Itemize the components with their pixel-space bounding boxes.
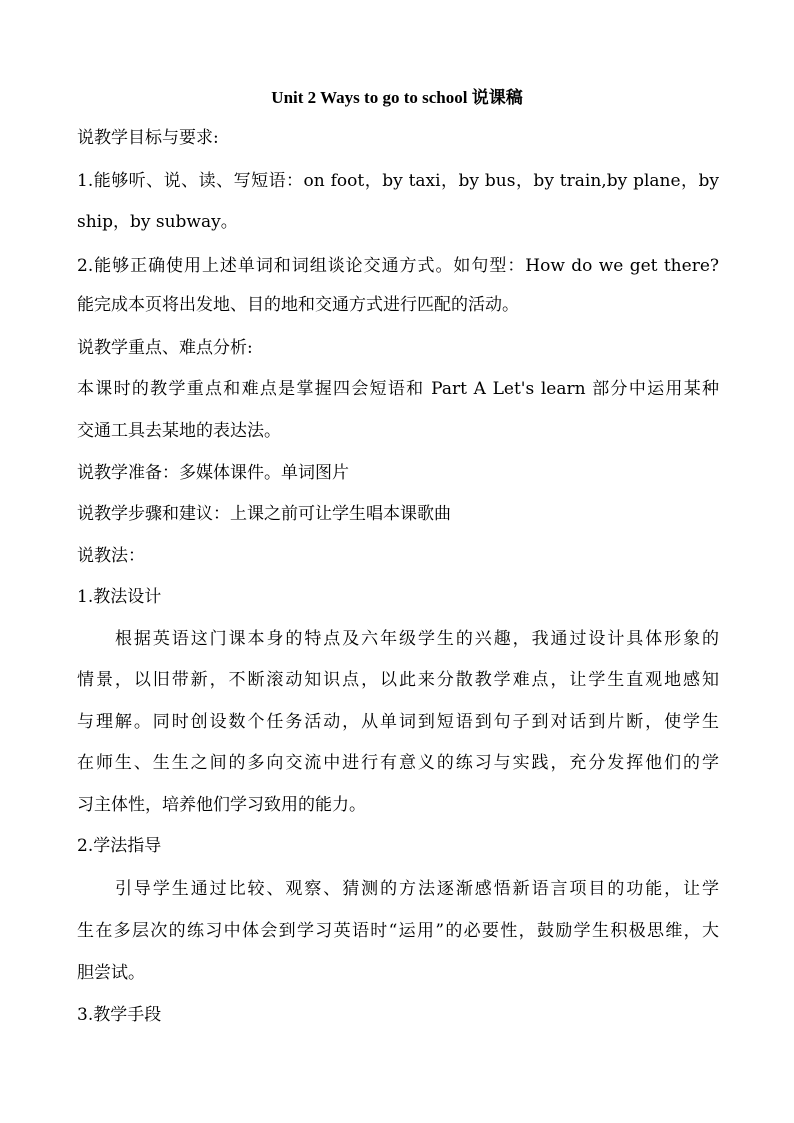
paragraph-line: 引导学生通过比较、观察、猜测的方法逐渐感悟新语言项目的功能，让学 (115, 879, 719, 899)
section-heading-objectives: 说教学目标与要求: (77, 128, 219, 148)
subsection-heading-teaching-means: 3.教学手段 (77, 1005, 162, 1025)
paragraph-line: 根据英语这门课本身的特点及六年级学生的兴趣，我通过设计具体形象的 (115, 629, 719, 649)
paragraph-line: 生在多层次的练习中体会到学习英语时“运用”的必要性，鼓励学生积极思维，大 (77, 921, 719, 941)
paragraph-line: 与理解。同时创设数个任务活动，从单词到短语到句子到对话到片断，使学生 (77, 712, 719, 732)
section-heading-preparation: 说教学准备：多媒体课件。单词图片 (77, 463, 349, 483)
section-heading-key-points: 说教学重点、难点分析: (77, 338, 253, 358)
subsection-heading-study-guidance: 2.学法指导 (77, 836, 162, 856)
paragraph-line: 在师生、生生之间的多向交流中进行有意义的练习与实践，充分发挥他们的学 (77, 753, 719, 773)
paragraph-line: 本课时的教学重点和难点是掌握四会短语和 Part A Let's learn 部分中运用某种 (77, 379, 719, 399)
paragraph-line: 情景，以旧带新，不断滚动知识点，以此来分散教学难点，让学生直观地感知 (77, 670, 719, 690)
paragraph-line: 2.能够正确使用上述单词和词组谈论交通方式。如句型：How do we get there? (77, 256, 719, 276)
paragraph-line: 习主体性，培养他们学习致用的能力。 (77, 795, 366, 815)
section-heading-steps: 说教学步骤和建议：上课之前可让学生唱本课歌曲 (77, 504, 451, 524)
paragraph-line: 胆尝试。 (77, 963, 145, 983)
document-title: Unit 2 Ways to go to school 说课稿 (271, 88, 523, 107)
section-heading-methods: 说教法： (77, 546, 145, 566)
paragraph-line: 能完成本页将出发地、目的地和交通方式进行匹配的活动。 (77, 295, 519, 315)
subsection-heading-teaching-design: 1.教法设计 (77, 587, 162, 607)
paragraph-line: ship，by subway。 (77, 212, 238, 232)
paragraph-line: 交通工具去某地的表达法。 (77, 421, 281, 441)
paragraph-line: 1.能够听、说、读、写短语：on foot，by taxi，by bus，by train,by plane，by (77, 171, 719, 191)
